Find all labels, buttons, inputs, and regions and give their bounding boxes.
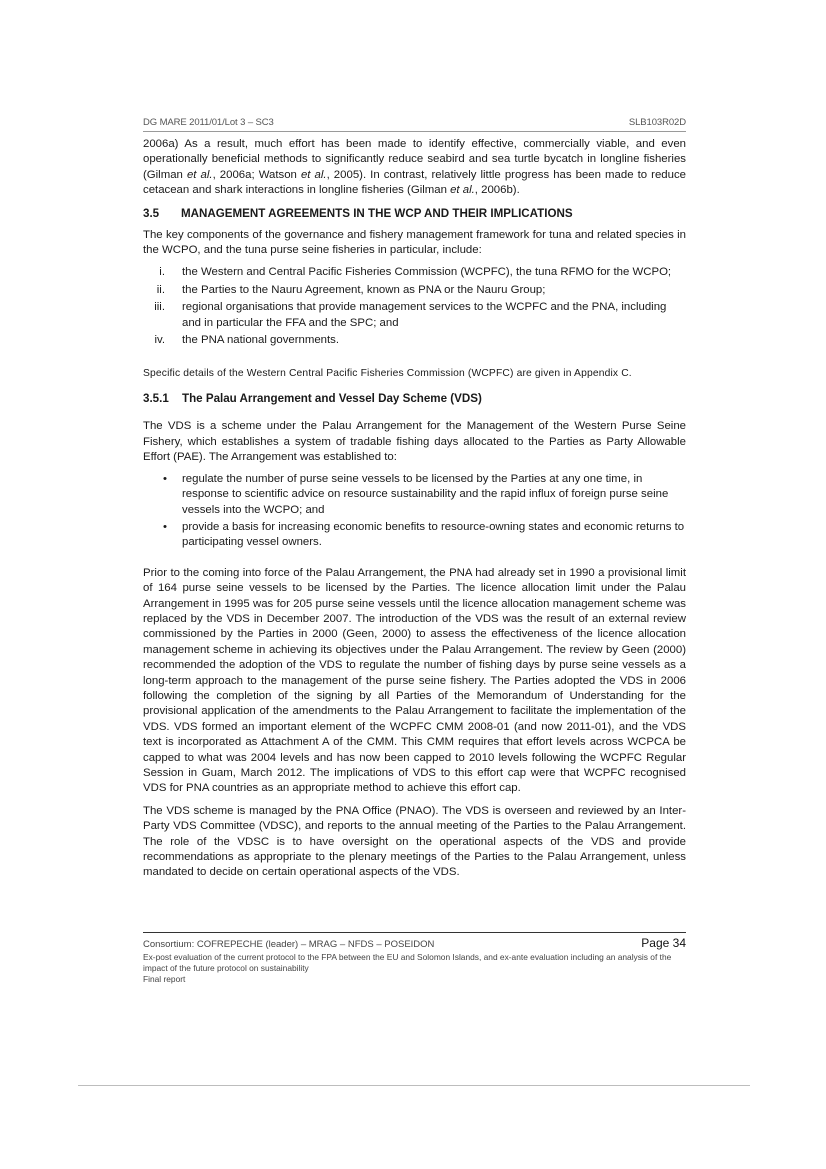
page-bottom-divider: [78, 1085, 750, 1086]
management-paragraph: The VDS scheme is managed by the PNA Office (PNAO). The VDS is overseen and reviewed by an Inter-Party VDS Committee (VDSC), and reports to the annual meeting of the Parties to the Palau Arrangement. The role of the VDSC is to have oversight on the operational aspects of the VDS and provide recommendations as appropriate to the plenary meetings of the Parties to the Palau Arrangement, unless mandated to decide on certain operational aspects of the VDS.: [143, 804, 686, 879]
list-marker: iii.: [154, 301, 165, 314]
components-intro: The key components of the governance and fishery management framework for tuna and related species in the WCPO, and the tuna purse seine fisheries in particular, include:: [143, 228, 686, 257]
bullet-text: regulate the number of purse seine vessels to be licensed by the Parties at any one time, in response to scientific advice on resource sustainability and the rapid influx of foreign purse seine vessels into the WCPO; and: [182, 472, 669, 516]
page-footer: [143, 932, 686, 985]
list-marker: ii.: [156, 283, 165, 296]
bullet-text: provide a basis for increasing economic benefits to resource-owning states and economic returns to participating vessel owners.: [182, 520, 685, 549]
history-paragraph: Prior to the coming into force of the Palau Arrangement, the PNA had already set in 1990 a provisional limit of 164 purse seine vessels to be licensed by the Parties. The licence allocation limit under the Palau Arrangement in 1995 was for 205 purse seine vessels until the licence allocation management scheme was replaced by the VDS in December 2007. The introduction of the VDS was the result of an external review commissioned by the Parties in 2000 (Geen, 2000) to assess the effectiveness of the licence allocation management scheme in achieving its objectives under the Palau Arrangement. The review by Geen (2000) recommended the adoption of the VDS to regulate the number of fishing days by purse seine vessels as a long-term approach to the management of the purse seine fishery. The Parties adopted the VDS in 2006 following the completion of the signing by all Parties of the Memorandum of Understanding for the provisional application of the amendments to the Palau Arrangement to facilitate the implementation of the VDS. VDS formed an important element of the WCPFC CMM 2008-01 (and now 2011-01), and the VDS text is incorporated as Attachment A of the CMM. This CMM requires that effort levels across WCPCA be capped to what was 2004 levels and has now been capped to 2010 levels following the WCPFC Regular Session in Guam, March 2012. The implications of VDS to this effort cap were that WCPFC recognised VDS for PNA countries as an appropriate method to achieve this effort cap.: [143, 566, 686, 795]
running-header: [143, 117, 686, 132]
page-body: [143, 137, 686, 881]
components-list: [143, 265, 686, 348]
list-item-text: the Western and Central Pacific Fisheries Commission (WCPFC), the tuna RFMO for the WCPO;: [182, 266, 672, 279]
list-item-text: regional organisations that provide management services to the WCPFC and the PNA, including and in particular the FFA and the SPC; and: [182, 301, 667, 329]
appendix-note: Specific details of the Western Central Pacific Fisheries Commission (WCPFC) are given in Appendix C.: [143, 368, 632, 380]
footer-consortium: Consortium: COFREPECHE (leader) – MRAG – NFDS – POSEIDON: [143, 939, 435, 950]
intro-paragraph: [143, 137, 686, 199]
intro-text-4: , 2006b).: [474, 184, 520, 197]
list-item: [143, 300, 686, 331]
section-heading: [143, 206, 686, 221]
bullet-item: [143, 520, 686, 551]
intro-text-1: 2006a) As a result, much effort has been made to identify effective, commercially viable, and even operationally beneficial methods to significantly reduce seabird and sea turtle bycatch in longline fisheries (Gilman: [143, 138, 686, 181]
subsection-number: 3.5.1: [143, 392, 169, 406]
list-item-text: the PNA national governments.: [182, 334, 340, 347]
intro-text-2: , 2006a; Watson: [212, 168, 301, 181]
header-report-code: SLB103R02D: [628, 117, 686, 128]
vds-intro-paragraph: The VDS is a scheme under the Palau Arrangement for the Management of the Western Purse Seine Fishery, which establishes a system of tradable fishing days allocated to the Parties as Party Allowable Effort (PAE). The Arrangement was established to:: [143, 420, 686, 464]
footer-final-report: Final report: [143, 974, 186, 984]
list-item: [143, 283, 686, 298]
section-title: MANAGEMENT AGREEMENTS IN THE WCP AND THEIR IMPLICATIONS: [181, 206, 573, 220]
et-al-3: et al.: [450, 184, 475, 197]
subsection-title: The Palau Arrangement and Vessel Day Scheme (VDS): [182, 392, 482, 406]
arrangement-objectives-list: [143, 472, 686, 551]
list-item: [143, 265, 686, 280]
footer-top-row: [143, 932, 686, 950]
bullet-icon: •: [163, 520, 167, 533]
bullet-item: [143, 472, 686, 518]
et-al-2: et al.: [300, 168, 327, 181]
bullet-icon: •: [163, 472, 167, 485]
et-al-1: et al.: [186, 168, 213, 181]
section-number: 3.5: [143, 206, 160, 220]
header-project-code: DG MARE 2011/01/Lot 3 – SC3: [143, 117, 274, 128]
list-item-text: the Parties to the Nauru Agreement, known as PNA or the Nauru Group;: [182, 283, 546, 296]
subsection-heading: [143, 391, 686, 406]
page-number: Page 34: [641, 936, 686, 950]
footer-description: Ex-post evaluation of the current protocol to the FPA between the EU and Solomon Islands, and ex-ante evaluation including an analysis of the impact of the future protocol on sustainability: [143, 952, 672, 973]
list-item: [143, 333, 686, 348]
list-marker: iv.: [154, 334, 165, 347]
list-marker: i.: [159, 266, 165, 279]
intro-text-3: , 2005). In contrast, relatively little progress has been made to reduce cetacean and shark interactions in longline fisheries (Gilman: [143, 168, 686, 197]
